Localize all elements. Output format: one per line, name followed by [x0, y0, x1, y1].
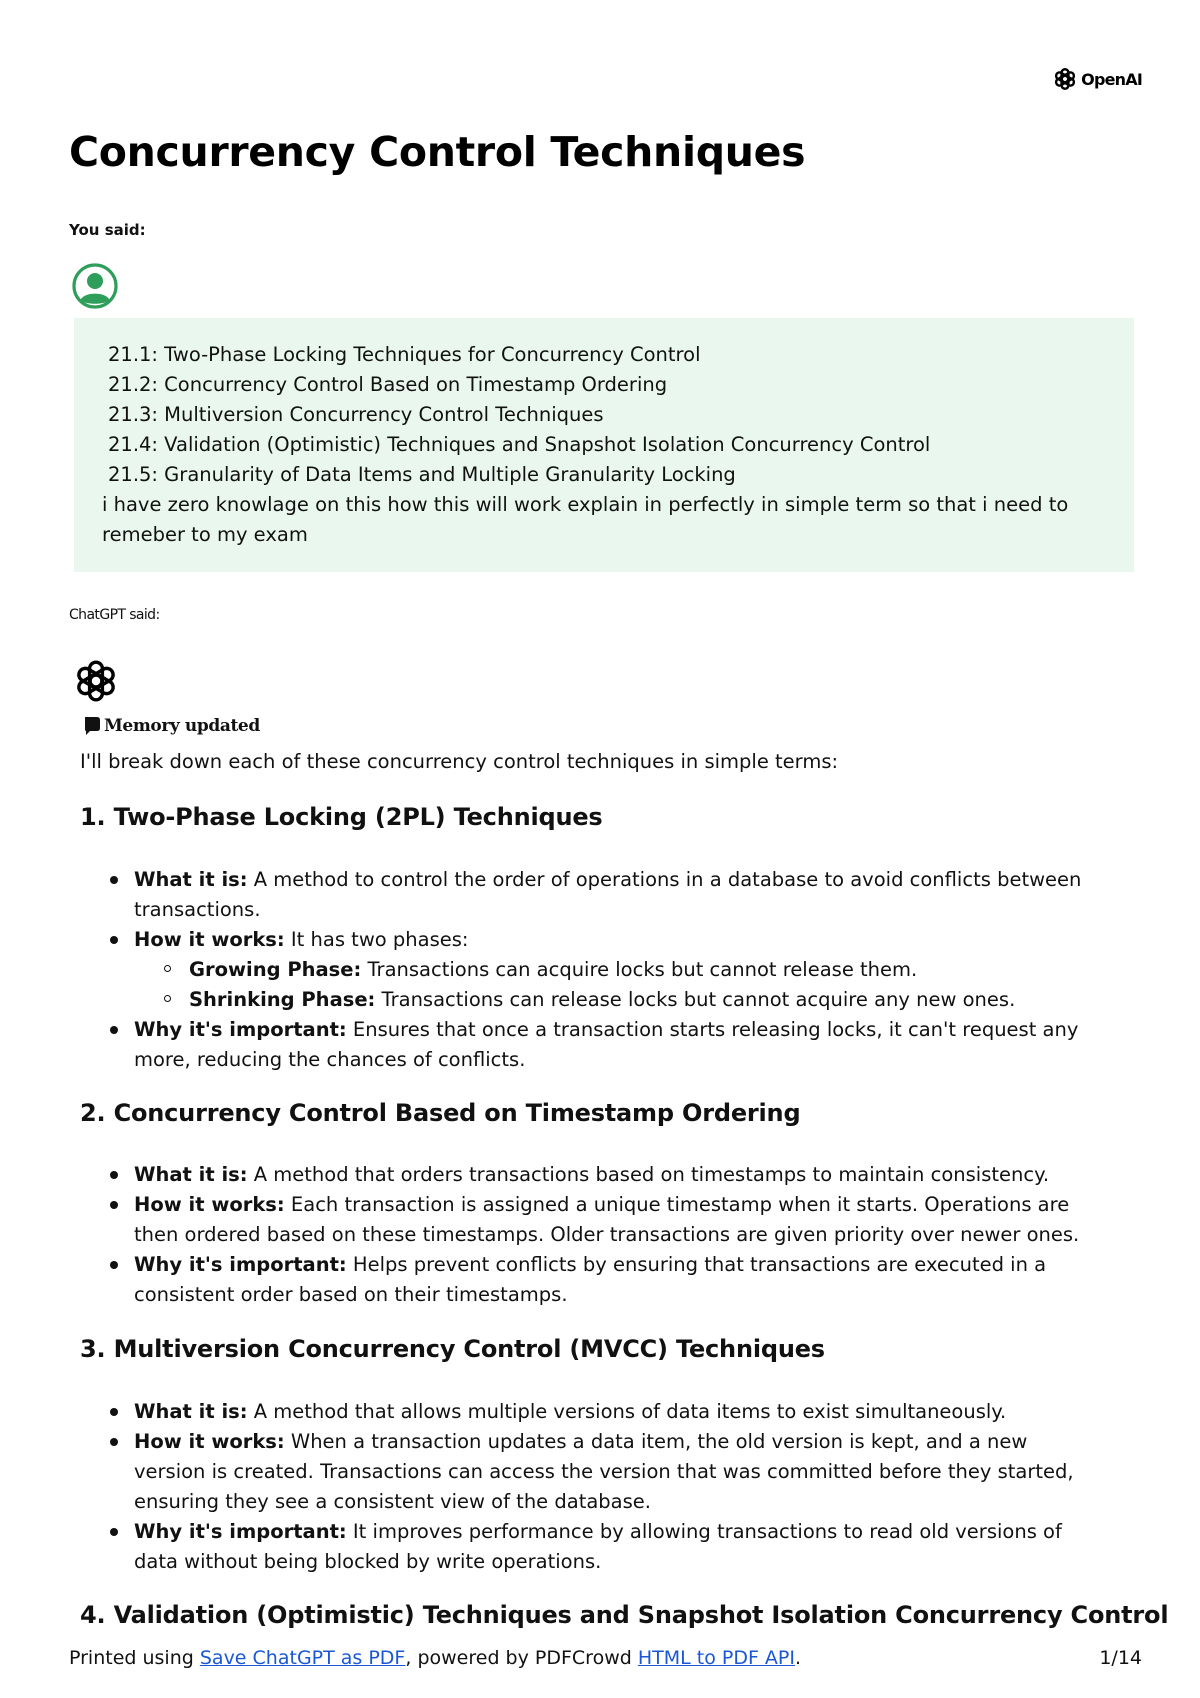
item-text: It has two phases:	[284, 928, 469, 951]
section-heading: 4. Validation (Optimistic) Techniques and Snapshot Isolation Concurrency Control	[80, 1601, 1169, 1629]
item-text: It improves performance by allowing transactions to read old versions of	[346, 1520, 1062, 1543]
bullet-icon	[110, 1408, 118, 1416]
bullet-icon	[110, 876, 118, 884]
memory-icon	[83, 716, 101, 736]
list-item	[134, 1163, 1049, 1187]
item-text: ensuring they see a consistent view of the database.	[134, 1490, 651, 1513]
section-heading: 1. Two-Phase Locking (2PL) Techniques	[80, 803, 603, 831]
intro-text: I'll break down each of these concurrency control techniques in simple terms:	[80, 750, 839, 773]
html-to-pdf-api-link[interactable]: HTML to PDF API	[637, 1647, 795, 1669]
user-message	[74, 318, 1134, 572]
sub-list-item	[189, 958, 917, 982]
item-text: consistent order based on their timestamps.	[134, 1283, 568, 1306]
bullet-icon	[110, 1261, 118, 1269]
page-title: Concurrency Control Techniques	[69, 128, 806, 176]
user-message-line: 21.4: Validation (Optimistic) Techniques and Snapshot Isolation Concurrency Control	[108, 433, 931, 456]
item-text: transactions.	[134, 898, 261, 921]
user-message-line: 21.5: Granularity of Data Items and Multiple Granularity Locking	[108, 463, 736, 486]
bullet-icon	[110, 1201, 118, 1209]
save-chatgpt-pdf-link[interactable]: Save ChatGPT as PDF	[199, 1647, 406, 1669]
list-item	[134, 1520, 1062, 1544]
list-item	[134, 1193, 1069, 1217]
brand-name: OpenAI	[1081, 69, 1142, 89]
item-text: Transactions can release locks but cannot acquire any new ones.	[375, 988, 1016, 1011]
item-text: Transactions can acquire locks but cannot release them.	[361, 958, 918, 981]
user-message-line: remeber to my exam	[102, 523, 308, 546]
bullet-icon	[110, 936, 118, 944]
list-item	[134, 1253, 1046, 1277]
user-label: You said:	[69, 221, 146, 239]
item-text: data without being blocked by write operations.	[134, 1550, 602, 1573]
item-label: What it is:	[134, 1163, 248, 1186]
footer-text: .	[794, 1647, 802, 1669]
user-avatar-icon	[71, 262, 119, 310]
sub-list-item	[189, 988, 1015, 1012]
list-item	[134, 1018, 1078, 1042]
user-message-line: 21.3: Multiversion Concurrency Control Techniques	[108, 403, 604, 426]
item-label: What it is:	[134, 1400, 248, 1423]
list-item	[134, 1430, 1027, 1454]
memory-updated	[83, 716, 260, 736]
item-text: Ensures that once a transaction starts releasing locks, it can't request any	[346, 1018, 1079, 1041]
item-text: more, reducing the chances of conflicts.	[134, 1048, 526, 1071]
item-label: How it works:	[134, 1430, 285, 1453]
item-label: Shrinking Phase:	[189, 988, 376, 1011]
item-label: Why it's important:	[134, 1520, 347, 1543]
memory-text: Memory updated	[104, 716, 260, 736]
user-message-line: i have zero knowlage on this how this will work explain in perfectly in simple term so that i need to	[102, 493, 1069, 516]
item-text: then ordered based on these timestamps. Older transactions are given priority over newer ones.	[134, 1223, 1080, 1246]
footer-text: , powered by PDFCrowd	[405, 1647, 638, 1669]
section-heading: 3. Multiversion Concurrency Control (MVCC) Techniques	[80, 1335, 825, 1363]
openai-logo-icon	[1052, 66, 1078, 92]
bullet-icon	[110, 1171, 118, 1179]
chatgpt-logo-icon	[72, 657, 120, 705]
user-message-line: 21.1: Two-Phase Locking Techniques for Concurrency Control	[108, 343, 701, 366]
item-text: A method that allows multiple versions of data items to exist simultaneously.	[247, 1400, 1007, 1423]
item-label: What it is:	[134, 868, 248, 891]
item-text: A method to control the order of operations in a database to avoid conflicts between	[247, 868, 1082, 891]
item-text: When a transaction updates a data item, the old version is kept, and a new	[284, 1430, 1028, 1453]
item-label: How it works:	[134, 928, 285, 951]
bullet-icon	[110, 1438, 118, 1446]
item-label: How it works:	[134, 1193, 285, 1216]
assistant-label: ChatGPT said:	[69, 607, 160, 623]
list-item	[134, 1400, 1006, 1424]
item-text: Each transaction is assigned a unique timestamp when it starts. Operations are	[284, 1193, 1070, 1216]
item-text: Helps prevent conflicts by ensuring that transactions are executed in a	[346, 1253, 1047, 1276]
user-message-line: 21.2: Concurrency Control Based on Timestamp Ordering	[108, 373, 668, 396]
page-number: 1/14	[1099, 1647, 1142, 1669]
list-item	[134, 928, 468, 952]
item-text: version is created. Transactions can access the version that was committed before they started,	[134, 1460, 1074, 1483]
footer-text: Printed using	[69, 1647, 200, 1669]
sub-bullet-icon	[164, 965, 171, 972]
item-label: Why it's important:	[134, 1253, 347, 1276]
sub-bullet-icon	[164, 995, 171, 1002]
item-label: Why it's important:	[134, 1018, 347, 1041]
bullet-icon	[110, 1026, 118, 1034]
item-label: Growing Phase:	[189, 958, 362, 981]
footer	[69, 1647, 801, 1669]
brand	[1052, 66, 1142, 92]
bullet-icon	[110, 1528, 118, 1536]
section-heading: 2. Concurrency Control Based on Timestamp Ordering	[80, 1099, 801, 1127]
list-item	[134, 868, 1081, 892]
item-text: A method that orders transactions based on timestamps to maintain consistency.	[247, 1163, 1050, 1186]
